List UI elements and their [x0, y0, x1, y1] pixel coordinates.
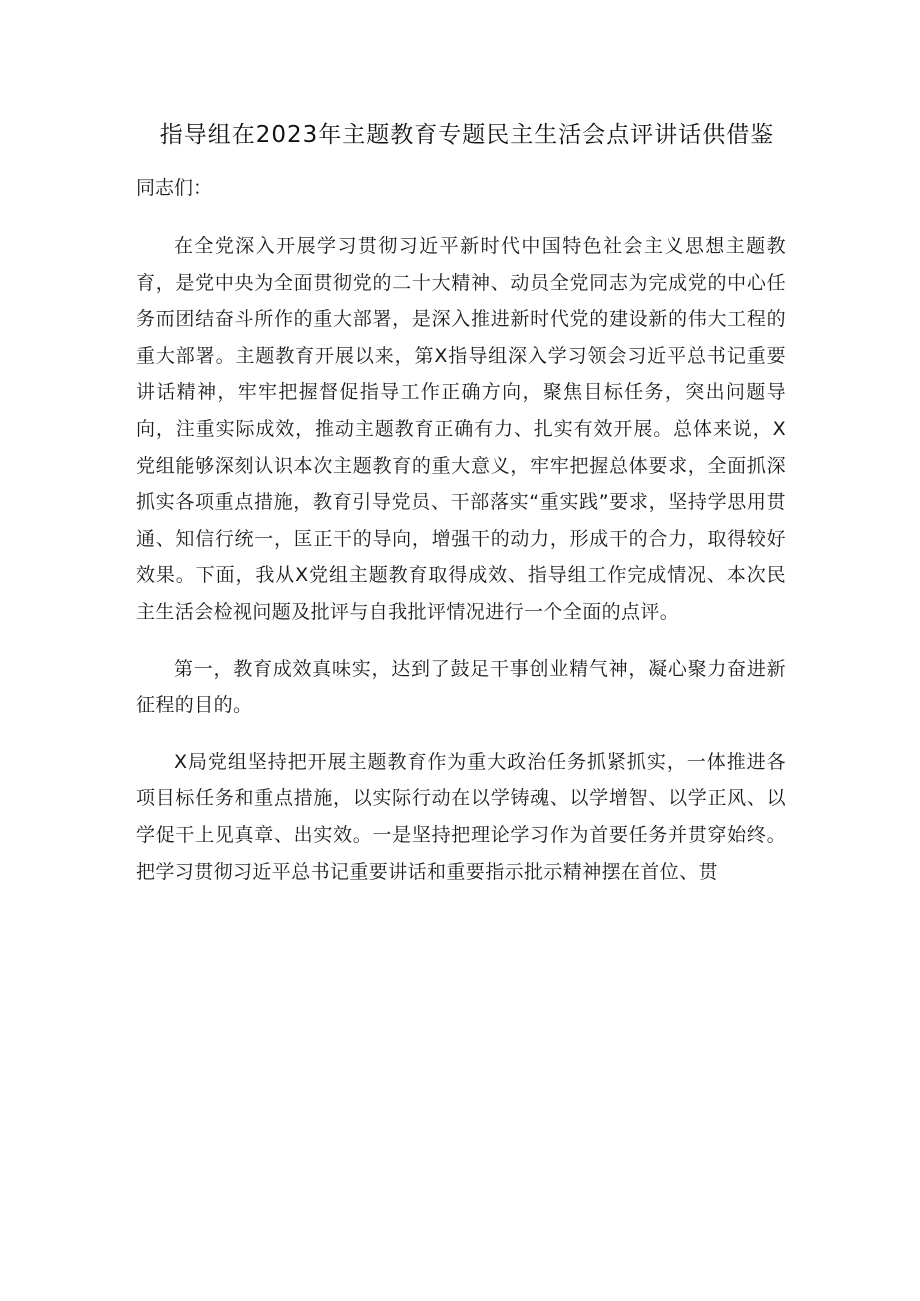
paragraph-details: X局党组坚持把开展主题教育作为重大政治任务抓紧抓实，一体推进各项目标任务和重点措施，以实际行动在以学铸魂、以学增智、以学正风、以学促干上见真章、出实效。一是坚持把理论学习作为首要任务并贯穿始终。把学习贯彻习近平总书记重要讲话和重要指示批示精神摆在首位、贯 [136, 750, 786, 883]
paragraph-intro: 在全党深入开展学习贯彻习近平新时代中国特色社会主义思想主题教育，是党中央为全面贯彻党的二十大精神、动员全党同志为完成党的中心任务而团结奋斗所作的重大部署，是深入推进新时代党的建设新的伟大工程的重大部署。主题教育开展以来，第X指导组深入学习领会习近平总书记重要讲话精神，牢牢把握督促指导工作正确方向，聚焦目标任务，突出问题导向，注重实际成效，推动主题教育正确有力、扎实有效开展。总体来说，X党组能够深刻认识本次主题教育的重大意义，牢牢把握总体要求，全面抓深抓实各项重点措施，教育引导党员、干部落实“重实践”要求，坚持学思用贯通、知信行统一，匡正干的导向，增强干的动力，形成干的合力，取得较好效果。下面，我从X党组主题教育取得成效、指导组工作完成情况、本次民主生活会检视问题及批评与自我批评情况进行一个全面的点评。 [136, 235, 786, 623]
document-title: 指导组在2023年主题教育专题民主生活会点评讲话供借鉴 [159, 122, 775, 148]
salutation: 同志们： [136, 177, 213, 199]
paragraph-first-point: 第一，教育成效真味实，达到了鼓足干事创业精气神，凝心聚力奋进新征程的目的。 [136, 657, 786, 717]
